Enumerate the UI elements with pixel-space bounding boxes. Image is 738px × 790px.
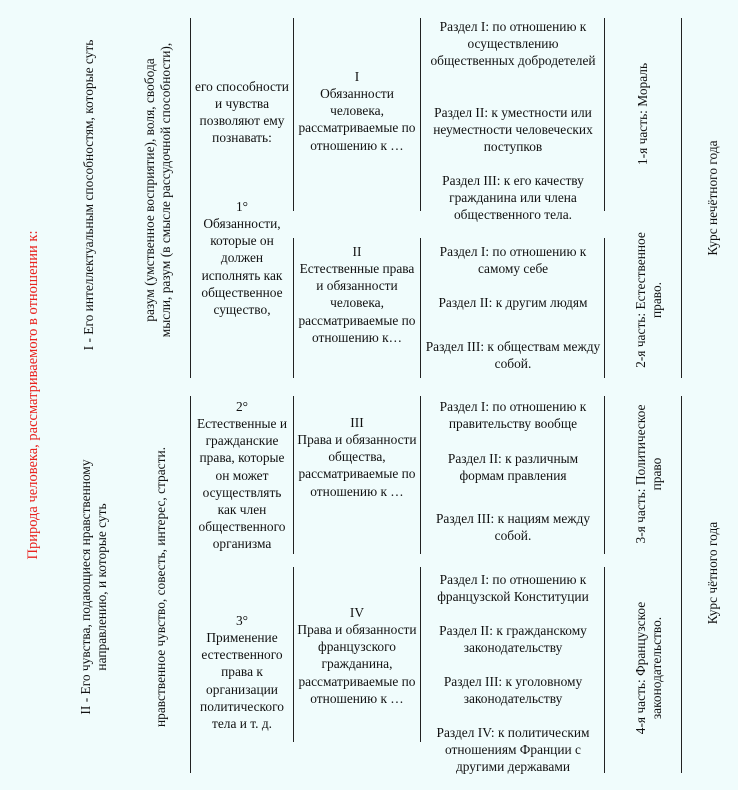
part-3-section-1: Раздел I: по отношению к правительству вообще: [439, 399, 587, 432]
separator-groups-top: [190, 18, 191, 378]
separator-sections-1: [420, 18, 421, 211]
course-part-1: 1-я часть: Мораль: [634, 62, 650, 166]
part-4-section-2: Раздел II: к гражданскому законодательству: [439, 623, 587, 656]
part-4-section-1: Раздел I: по отношению к французской Конституции: [437, 572, 589, 605]
part-2-roman: II: [352, 244, 362, 259]
part-1-roman: I: [354, 69, 360, 84]
separator-parts-1: [293, 18, 294, 211]
nature-two-title: II - Его чувства, подающиеся нравственному направлению, и которые суть: [77, 459, 109, 715]
group-2: [192, 398, 292, 552]
part-2-section-2: Раздел II: к другим людям: [438, 295, 588, 310]
nature-one-title: I - Его интеллектуальным способностям, которые суть: [80, 39, 96, 351]
separator-course-top: [681, 18, 682, 378]
nature-two-desc: нравственное чувство, совесть, интерес, страсти.: [152, 447, 168, 728]
group-3: [192, 612, 292, 732]
part-1-section-2: Раздел II: к уместности или неуместности человеческих поступков: [433, 105, 593, 155]
course-part-3: 3-я часть: Политическое право: [632, 404, 664, 544]
course-part-2: 2-я часть: Естественное право.: [632, 232, 664, 368]
group-3-text: Применение естественного права к организации политического тела и т. д.: [200, 630, 284, 731]
part-3-roman: III: [350, 415, 364, 430]
part-2-section-1: Раздел I: по отношению к самому себе: [439, 244, 587, 277]
group-2-number: 2°: [235, 399, 249, 414]
nature-one-desc: разум (умственное восприятие), воля, свобода мысли, разум (в смысле рассудочной способности),: [141, 42, 173, 338]
part-3: [296, 414, 418, 500]
part-1-text: Обязанности человека, рассматриваемые по отношению к …: [298, 86, 416, 153]
separator-parts-4: [293, 567, 294, 742]
part-4: [296, 604, 418, 707]
separator-groups-bottom: [190, 396, 191, 773]
part-4-section-3: Раздел III: к уголовному законодательству: [443, 674, 583, 707]
part-3-section-3: Раздел III: к нациям между собой.: [435, 511, 591, 544]
separator-coursepart-3: [604, 396, 605, 554]
group-1: [192, 198, 292, 318]
part-3-text: Права и обязанности общества, рассматриваемые по отношению к …: [297, 432, 417, 499]
course-even-year: Курс чётного года: [704, 521, 720, 625]
group-3-number: 3°: [235, 613, 249, 628]
separator-parts-2: [293, 238, 294, 378]
part-2: [296, 243, 418, 346]
outer-label: Природа человека, рассматриваемого в отношении к:: [25, 230, 42, 560]
separator-coursepart-1: [604, 18, 605, 211]
part-2-section-3: Раздел III: к обществам между собой.: [425, 339, 601, 372]
part-1-section-3: Раздел III: к его качеству гражданина или члена общественного тела.: [442, 173, 584, 223]
separator-course-bottom: [681, 396, 682, 773]
group-1-number: 1°: [235, 199, 249, 214]
separator-coursepart-4: [604, 567, 605, 773]
part-1: [296, 68, 418, 154]
mid-top-text: его способности и чувства позволяют ему познавать:: [195, 79, 289, 146]
separator-sections-4: [420, 567, 421, 742]
part-4-roman: IV: [349, 605, 365, 620]
course-odd-year: Курс нечётного года: [704, 140, 720, 256]
separator-parts-3: [293, 396, 294, 554]
group-1-text: Обязанности, которые он должен исполнять как общественное существо,: [201, 216, 283, 317]
part-4-section-4: Раздел IV: к политическим отношениям Франции с другими державами: [436, 725, 590, 775]
part-4-text: Права и обязанности французского гражданина, рассматриваемые по отношению к …: [297, 622, 417, 706]
separator-sections-3: [420, 396, 421, 554]
course-part-4: 4-я часть: Французское законодательство.: [632, 601, 664, 735]
part-1-section-1: Раздел I: по отношению к осуществлению общественных добродетелей: [430, 19, 596, 69]
group-2-text: Естественные и гражданские права, которые он может осуществлять как член общественного организма: [196, 416, 288, 552]
separator-coursepart-2: [604, 238, 605, 378]
part-2-text: Естественные права и обязанности человека, рассматриваемые по отношению к…: [298, 261, 416, 345]
separator-sections-2: [420, 238, 421, 378]
part-3-section-2: Раздел II: к различным формам правления: [447, 451, 579, 484]
